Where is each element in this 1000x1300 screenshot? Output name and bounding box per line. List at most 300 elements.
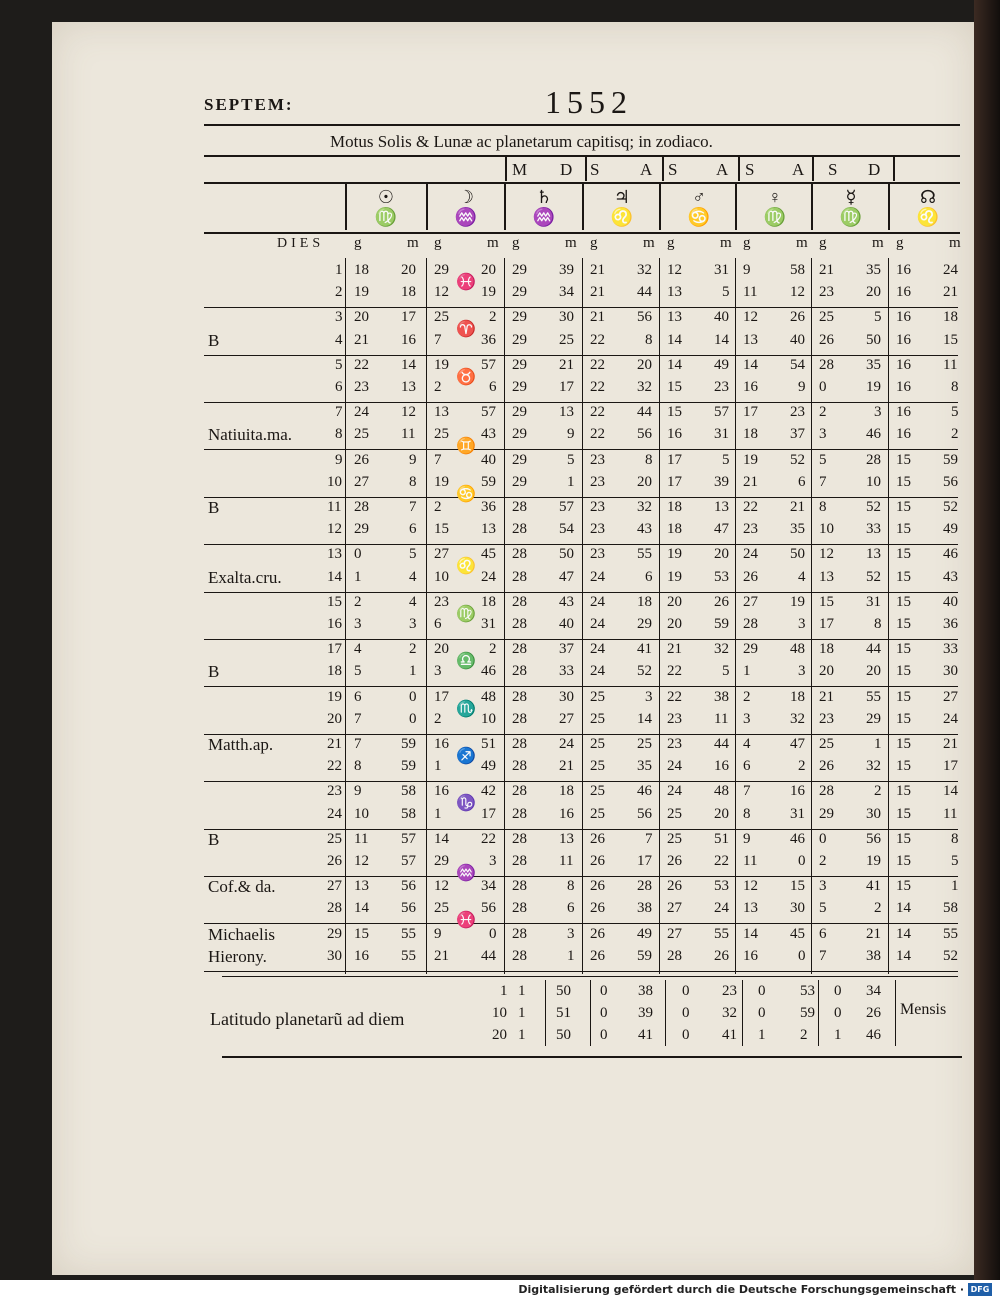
motion-letter: S (668, 160, 678, 179)
calendar-label: B (208, 829, 220, 849)
degrees-value: 29 (434, 262, 449, 278)
zodiac-sign-icon: ♌ (610, 207, 634, 227)
minutes-value: 9 (567, 426, 575, 443)
minutes-value: 24 (714, 900, 729, 917)
latitude-value: 46 (866, 1027, 881, 1043)
degrees-value: 28 (512, 641, 527, 658)
degrees-value: 15 (896, 736, 911, 752)
minutes-value: 41 (637, 641, 652, 658)
minutes-value: 35 (790, 521, 805, 538)
latitude-value: 50 (556, 1027, 571, 1043)
degrees-value: 23 (667, 710, 682, 727)
minutes-value: 59 (714, 615, 729, 632)
grid-divider (345, 258, 346, 974)
minutes-value: 21 (866, 925, 881, 942)
zodiac-sign-icon: ♌ (916, 207, 940, 227)
minutes-value: 45 (790, 925, 805, 942)
minutes-value: 56 (481, 900, 496, 917)
degrees-value: 10 (819, 521, 834, 538)
degrees-value: 21 (819, 688, 834, 705)
degrees-value: 15 (896, 710, 911, 727)
minutes-value: 57 (401, 852, 416, 869)
degrees-value: 22 (667, 688, 682, 705)
moon-sign-icon: ♌ (456, 558, 476, 576)
minutes-value: 9 (798, 378, 806, 395)
day-number: 12 (327, 521, 342, 538)
degrees-value: 3 (743, 710, 751, 727)
latitude-label: Latitudo planetarũ ad diem (210, 1009, 405, 1029)
rule-row-pair (204, 592, 958, 593)
latitude-value: 1 (518, 1005, 526, 1021)
minutes-header: m (565, 235, 577, 251)
rule-row-pair (204, 497, 958, 498)
degrees-value: 28 (512, 615, 527, 632)
degrees-value: 3 (819, 426, 827, 443)
moon-sign-icon: ♈ (456, 321, 476, 339)
minutes-value: 9 (409, 451, 417, 468)
degrees-value: 22 (354, 356, 369, 373)
degrees-value: 0 (819, 830, 827, 847)
motion-letter: S (590, 160, 600, 179)
latitude-divider (895, 980, 896, 1046)
minutes-value: 59 (481, 473, 496, 490)
rule-row-pair (204, 781, 958, 782)
minutes-value: 8 (951, 378, 959, 395)
degrees-value: 18 (667, 521, 682, 538)
minutes-value: 52 (943, 499, 958, 515)
motion-divider (738, 157, 740, 181)
degrees-value: 8 (354, 758, 362, 775)
degrees-value: 21 (667, 641, 682, 658)
latitude-divider (665, 980, 666, 1046)
planet-symbol-icon: ☉ (377, 187, 395, 207)
minutes-value: 23 (790, 404, 805, 421)
degrees-value: 24 (590, 641, 605, 658)
minutes-value: 2 (409, 641, 417, 658)
latitude-value: 50 (556, 983, 571, 999)
degrees-value: 5 (819, 451, 827, 468)
mensis-label: Mensis (900, 1001, 947, 1018)
calendar-label: Cof.& da. (208, 877, 276, 897)
degrees-value: 11 (743, 284, 758, 301)
minutes-value: 43 (481, 426, 496, 443)
minutes-value: 27 (943, 688, 958, 705)
moon-sign-icon: ♉ (456, 368, 476, 386)
minutes-value: 20 (481, 262, 496, 278)
minutes-value: 14 (637, 710, 652, 727)
degrees-value: 16 (896, 284, 911, 301)
degrees-value: 27 (743, 593, 758, 610)
degrees-value: 14 (667, 331, 682, 348)
day-number: 15 (327, 593, 342, 610)
degrees-value: 18 (354, 262, 369, 278)
minutes-value: 0 (798, 947, 806, 964)
degrees-value: 27 (667, 900, 682, 917)
minutes-value: 5 (722, 663, 730, 680)
minutes-value: 19 (481, 284, 496, 301)
rule-bottom (222, 1056, 962, 1058)
minutes-value: 8 (874, 615, 882, 632)
minutes-value: 54 (790, 356, 805, 373)
minutes-value: 24 (943, 710, 958, 727)
degrees-value: 14 (667, 356, 682, 373)
degrees-value: 23 (743, 521, 758, 538)
minutes-value: 21 (943, 736, 958, 752)
degrees-value: 12 (819, 546, 834, 563)
minutes-value: 13 (559, 830, 574, 847)
degrees-value: 16 (743, 947, 758, 964)
minutes-value: 56 (637, 309, 652, 326)
minutes-value: 59 (637, 947, 652, 964)
minutes-value: 39 (559, 262, 574, 278)
degrees-value: 6 (819, 925, 827, 942)
degrees-value: 15 (896, 830, 911, 847)
degrees-value: 4 (354, 641, 362, 658)
degrees-value: 25 (590, 736, 605, 752)
latitude-value: 51 (556, 1005, 571, 1021)
degrees-value: 28 (512, 878, 527, 895)
minutes-value: 31 (714, 426, 729, 443)
minutes-value: 49 (637, 925, 652, 942)
moon-sign-icon: ♑ (456, 795, 476, 813)
minutes-value: 16 (401, 331, 416, 348)
degrees-value: 14 (743, 925, 758, 942)
day-number: 27 (327, 878, 342, 895)
degrees-value: 24 (743, 546, 758, 563)
minutes-value: 40 (559, 615, 574, 632)
minutes-value: 55 (866, 688, 881, 705)
zodiac-sign-icon: ♍ (839, 207, 863, 227)
degrees-value: 27 (354, 473, 369, 490)
minutes-value: 29 (866, 710, 881, 727)
degrees-value: 19 (434, 473, 449, 490)
grid-divider (426, 258, 427, 974)
dfg-logo: DFG (968, 1283, 992, 1296)
minutes-value: 53 (714, 878, 729, 895)
minutes-value: 41 (866, 878, 881, 895)
minutes-value: 11 (943, 805, 958, 822)
column-divider (735, 184, 737, 230)
zodiac-sign-icon: ♍ (374, 207, 398, 227)
minutes-value: 57 (401, 830, 416, 847)
minutes-value: 26 (790, 309, 805, 326)
minutes-value: 59 (401, 758, 416, 775)
minutes-value: 56 (866, 830, 881, 847)
minutes-value: 24 (943, 262, 958, 278)
degrees-value: 12 (743, 309, 758, 326)
motion-letter: S (745, 160, 755, 179)
latitude-value: 41 (638, 1027, 653, 1043)
minutes-value: 20 (866, 284, 881, 301)
degrees-value: 4 (743, 736, 751, 752)
degrees-value: 19 (667, 546, 682, 563)
degrees-value: 13 (667, 309, 682, 326)
minutes-value: 44 (637, 404, 652, 421)
degrees-value: 18 (743, 426, 758, 443)
degrees-header: g (590, 235, 598, 251)
degrees-value: 12 (667, 262, 682, 278)
degrees-value: 0 (819, 378, 827, 395)
degrees-value: 2 (434, 499, 442, 515)
minutes-value: 55 (401, 947, 416, 964)
degrees-value: 20 (354, 309, 369, 326)
degrees-value: 14 (434, 830, 449, 847)
degrees-value: 16 (896, 262, 911, 278)
day-number: 7 (335, 404, 343, 421)
planet-symbol-icon: ♂ (692, 187, 706, 207)
degrees-value: 1 (354, 568, 362, 585)
degrees-value: 14 (896, 947, 911, 964)
degrees-value: 14 (896, 900, 911, 917)
minutes-value: 4 (409, 568, 417, 585)
planet-symbol-icon: ♀ (768, 187, 782, 207)
rule-title (204, 155, 960, 157)
degrees-value: 26 (667, 878, 682, 895)
minutes-header: m (643, 235, 655, 251)
minutes-value: 42 (481, 783, 496, 800)
minutes-value: 51 (714, 830, 729, 847)
degrees-value: 10 (434, 568, 449, 585)
degrees-value: 16 (354, 947, 369, 964)
rule-row-pair (204, 544, 958, 545)
minutes-value: 7 (645, 830, 653, 847)
degrees-value: 28 (512, 900, 527, 917)
minutes-value: 56 (637, 426, 652, 443)
rule-top (204, 124, 960, 126)
degrees-value: 15 (896, 521, 911, 538)
minutes-value: 2 (951, 426, 959, 443)
minutes-value: 47 (714, 521, 729, 538)
degrees-value: 13 (743, 331, 758, 348)
grid-divider (582, 258, 583, 974)
day-number: 18 (327, 663, 342, 680)
minutes-value: 59 (943, 451, 958, 468)
minutes-value: 14 (401, 356, 416, 373)
minutes-value: 3 (798, 615, 806, 632)
day-number: 28 (327, 900, 342, 917)
minutes-value: 26 (714, 947, 729, 964)
latitude-value: 23 (722, 983, 737, 999)
degrees-value: 20 (819, 663, 834, 680)
rule-row-pair (204, 402, 958, 403)
minutes-value: 0 (409, 688, 417, 705)
minutes-value: 36 (481, 331, 496, 348)
day-number: 29 (327, 925, 342, 942)
minutes-value: 32 (714, 641, 729, 658)
degrees-value: 17 (434, 688, 449, 705)
degrees-value: 10 (354, 805, 369, 822)
degrees-value: 22 (667, 663, 682, 680)
degrees-value: 9 (434, 925, 442, 942)
degrees-value: 29 (512, 404, 527, 421)
minutes-value: 44 (481, 947, 496, 964)
planet-symbol-icon: ♃ (613, 187, 631, 207)
minutes-value: 6 (567, 900, 575, 917)
column-divider (659, 184, 661, 230)
degrees-value: 26 (819, 758, 834, 775)
minutes-value: 1 (874, 736, 882, 752)
degrees-value: 16 (896, 404, 911, 421)
minutes-header: m (487, 235, 499, 251)
degrees-value: 27 (434, 546, 449, 563)
degrees-value: 26 (667, 852, 682, 869)
minutes-value: 50 (559, 546, 574, 563)
degrees-value: 16 (434, 783, 449, 800)
degrees-value: 11 (354, 830, 369, 847)
minutes-value: 30 (790, 900, 805, 917)
minutes-value: 49 (481, 758, 496, 775)
latitude-value: 0 (600, 983, 608, 999)
motion-letter: A (716, 160, 729, 179)
degrees-value: 23 (819, 710, 834, 727)
degrees-value: 25 (819, 736, 834, 752)
minutes-value: 21 (790, 499, 805, 515)
degrees-value: 26 (590, 852, 605, 869)
moon-sign-icon: ♋ (456, 485, 476, 503)
minutes-value: 2 (489, 309, 497, 326)
degrees-value: 29 (512, 284, 527, 301)
calendar-label: B (208, 662, 220, 682)
minutes-value: 57 (714, 404, 729, 421)
degrees-value: 21 (590, 262, 605, 278)
latitude-value: 0 (758, 1005, 766, 1021)
minutes-value: 10 (481, 710, 496, 727)
motion-letter: A (792, 160, 805, 179)
degrees-value: 25 (434, 426, 449, 443)
degrees-value: 29 (354, 521, 369, 538)
degrees-value: 18 (819, 641, 834, 658)
degrees-value: 9 (354, 783, 362, 800)
minutes-value: 0 (489, 925, 497, 942)
degrees-value: 22 (590, 356, 605, 373)
degrees-value: 15 (896, 451, 911, 468)
minutes-value: 5 (722, 284, 730, 301)
minutes-value: 33 (943, 641, 958, 658)
moon-sign-icon: ♍ (456, 605, 476, 623)
motion-letter: A (640, 160, 653, 179)
latitude-value: 53 (800, 983, 815, 999)
degrees-value: 15 (896, 758, 911, 775)
latitude-value: 41 (722, 1027, 737, 1043)
minutes-value: 19 (866, 378, 881, 395)
degrees-value: 22 (743, 499, 758, 515)
degrees-header: g (896, 235, 904, 251)
minutes-value: 39 (714, 473, 729, 490)
degrees-value: 21 (743, 473, 758, 490)
degrees-value: 26 (743, 568, 758, 585)
degrees-value: 28 (512, 593, 527, 610)
day-number: 25 (327, 830, 342, 847)
degrees-value: 15 (896, 568, 911, 585)
planet-symbol-icon: ☿ (845, 187, 857, 207)
day-number: 24 (327, 805, 342, 822)
latitude-value: 39 (638, 1005, 653, 1021)
degrees-value: 16 (896, 331, 911, 348)
day-number: 13 (327, 546, 342, 563)
minutes-value: 59 (401, 736, 416, 752)
minutes-header: m (796, 235, 808, 251)
minutes-value: 16 (790, 783, 805, 800)
minutes-value: 40 (790, 331, 805, 348)
minutes-value: 5 (722, 451, 730, 468)
degrees-value: 20 (434, 641, 449, 658)
minutes-value: 13 (866, 546, 881, 563)
minutes-value: 2 (489, 641, 497, 658)
day-number: 10 (327, 473, 342, 490)
degrees-value: 12 (354, 852, 369, 869)
minutes-value: 20 (637, 356, 652, 373)
minutes-value: 33 (559, 663, 574, 680)
degrees-value: 15 (896, 473, 911, 490)
column-divider (345, 184, 347, 230)
minutes-value: 29 (637, 615, 652, 632)
month-heading: SEPTEM: (204, 95, 294, 114)
degrees-value: 28 (512, 568, 527, 585)
rule-row-pair (204, 639, 958, 640)
minutes-value: 0 (798, 852, 806, 869)
minutes-value: 36 (481, 499, 496, 515)
latitude-value: 32 (722, 1005, 737, 1021)
rule-row-pair (204, 449, 958, 450)
degrees-value: 20 (667, 615, 682, 632)
rule-planets (204, 232, 960, 234)
minutes-value: 21 (559, 356, 574, 373)
degrees-value: 28 (512, 758, 527, 775)
minutes-value: 31 (790, 805, 805, 822)
minutes-value: 48 (790, 641, 805, 658)
minutes-value: 50 (790, 546, 805, 563)
planet-symbol-icon: ☽ (457, 187, 475, 207)
minutes-value: 30 (866, 805, 881, 822)
minutes-value: 35 (866, 356, 881, 373)
degrees-value: 2 (354, 593, 362, 610)
rule-row-pair (204, 355, 958, 356)
degrees-value: 26 (590, 878, 605, 895)
minutes-value: 35 (866, 262, 881, 278)
degrees-value: 15 (896, 615, 911, 632)
column-divider (504, 184, 506, 230)
minutes-value: 28 (637, 878, 652, 895)
latitude-value: 0 (682, 1005, 690, 1021)
minutes-value: 46 (481, 663, 496, 680)
minutes-value: 38 (714, 688, 729, 705)
column-divider (582, 184, 584, 230)
minutes-value: 49 (714, 356, 729, 373)
latitude-value: 2 (800, 1027, 808, 1043)
latitude-value: 38 (638, 983, 653, 999)
degrees-value: 29 (434, 852, 449, 869)
grid-divider (735, 258, 736, 974)
degrees-value: 25 (819, 309, 834, 326)
degrees-value: 3 (819, 878, 827, 895)
degrees-value: 28 (667, 947, 682, 964)
zodiac-sign-icon: ♍ (763, 207, 787, 227)
degrees-value: 15 (896, 852, 911, 869)
minutes-value: 49 (943, 521, 958, 538)
minutes-value: 31 (481, 615, 496, 632)
minutes-value: 50 (866, 331, 881, 348)
minutes-value: 8 (409, 473, 417, 490)
degrees-value: 23 (590, 451, 605, 468)
minutes-value: 8 (951, 830, 959, 847)
degrees-value: 16 (434, 736, 449, 752)
degrees-value: 2 (743, 688, 751, 705)
minutes-value: 13 (481, 521, 496, 538)
degrees-value: 13 (434, 404, 449, 421)
degrees-value: 28 (743, 615, 758, 632)
degrees-value: 7 (743, 783, 751, 800)
degrees-value: 23 (590, 546, 605, 563)
